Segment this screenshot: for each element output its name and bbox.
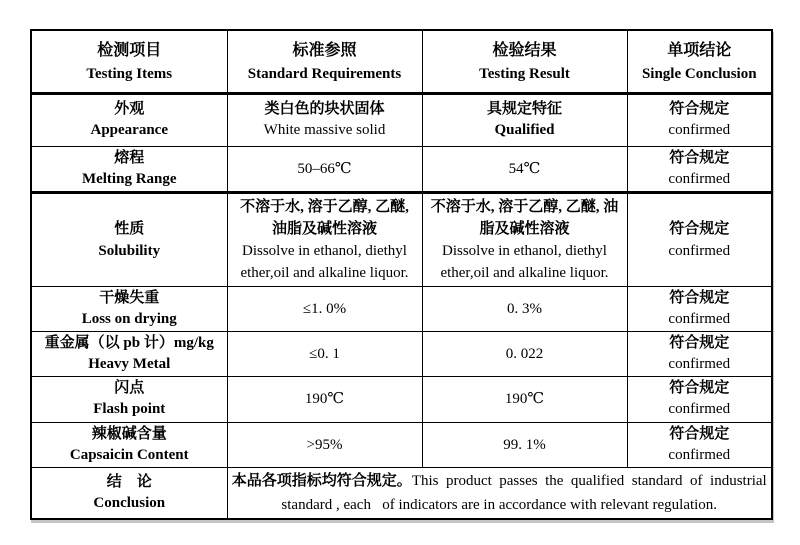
item-en: Conclusion bbox=[93, 494, 166, 511]
row-flash-point bbox=[31, 376, 772, 422]
standard-cell bbox=[227, 93, 422, 146]
result-cell bbox=[422, 422, 627, 467]
item-en: Solubility bbox=[98, 242, 161, 259]
item-cell bbox=[31, 467, 227, 519]
header-conclusion-zh: 单项结论 bbox=[667, 41, 732, 59]
result-value: 54℃ bbox=[508, 160, 541, 177]
row-conclusion bbox=[31, 467, 772, 519]
item-cell bbox=[31, 192, 227, 286]
item-en: Flash point bbox=[93, 401, 166, 417]
conclusion-en: confirmed bbox=[668, 310, 731, 327]
result-value: 190℃ bbox=[504, 391, 545, 407]
standard-cell bbox=[227, 422, 422, 467]
item-en: Appearance bbox=[90, 122, 168, 138]
conclusion-en: confirmed bbox=[668, 355, 731, 372]
item-en: Melting Range bbox=[81, 170, 177, 187]
conclusion-zh: 符合规定 bbox=[669, 220, 730, 237]
standard-value: 50–66℃ bbox=[297, 160, 352, 177]
standard-zh: 类白色的块状固体 bbox=[264, 101, 385, 117]
standard-value: 190℃ bbox=[304, 391, 345, 407]
result-cell bbox=[422, 286, 627, 331]
header-standard-zh: 标准参照 bbox=[292, 41, 357, 59]
item-zh: 外观 bbox=[114, 101, 145, 117]
item-cell bbox=[31, 93, 227, 146]
item-cell bbox=[31, 286, 227, 331]
conclusion-en: confirmed bbox=[668, 242, 731, 259]
item-cell bbox=[31, 146, 227, 192]
result-cell bbox=[422, 192, 627, 286]
conclusion-statement-zh: 本品各项指标均符合规定。 bbox=[231, 472, 412, 489]
standard-zh: 不溶于水, 溶于乙醇, 乙醚, 油脂及碱性溶液 bbox=[240, 198, 409, 237]
conclusion-en: confirmed bbox=[668, 170, 731, 187]
standard-cell bbox=[227, 146, 422, 192]
conclusion-cell bbox=[627, 192, 772, 286]
item-cell bbox=[31, 331, 227, 376]
conclusion-en: confirmed bbox=[668, 446, 731, 463]
standard-cell bbox=[227, 331, 422, 376]
standard-value: ≤0. 1 bbox=[309, 345, 340, 362]
item-zh: 熔程 bbox=[114, 149, 145, 166]
item-en: Loss on drying bbox=[81, 310, 177, 327]
row-loss-on-drying bbox=[31, 286, 772, 331]
item-zh: 重金属（以 pb 计）mg/kg bbox=[44, 334, 214, 351]
result-en: Dissolve in ethanol, diethyl ether,oil and alkaline liquor. bbox=[440, 242, 609, 281]
conclusion-en: confirmed bbox=[668, 401, 731, 417]
standard-cell bbox=[227, 376, 422, 422]
item-zh: 性质 bbox=[114, 220, 145, 237]
item-zh: 辣椒碱含量 bbox=[91, 425, 167, 442]
conclusion-cell bbox=[627, 286, 772, 331]
conclusion-cell bbox=[627, 376, 772, 422]
header-testing-items-en: Testing Items bbox=[86, 65, 173, 82]
header-cell-single-conclusion bbox=[627, 30, 772, 93]
conclusion-cell bbox=[627, 146, 772, 192]
item-zh: 结 论 bbox=[106, 473, 152, 490]
result-value: 99. 1% bbox=[503, 436, 546, 453]
item-en: Capsaicin Content bbox=[69, 446, 189, 463]
conclusion-zh: 符合规定 bbox=[669, 380, 730, 396]
result-value: 0. 022 bbox=[505, 345, 544, 362]
row-capsaicin-content bbox=[31, 422, 772, 467]
item-cell bbox=[31, 376, 227, 422]
item-zh: 干燥失重 bbox=[99, 289, 160, 306]
conclusion-statement-cell bbox=[227, 467, 772, 519]
header-testing-items-zh: 检测项目 bbox=[97, 41, 162, 59]
result-en: Qualified bbox=[494, 122, 555, 138]
result-cell bbox=[422, 331, 627, 376]
conclusion-cell bbox=[627, 93, 772, 146]
result-cell bbox=[422, 93, 627, 146]
standard-value: >95% bbox=[306, 436, 343, 453]
conclusion-zh: 符合规定 bbox=[669, 101, 730, 117]
header-cell-testing-items bbox=[31, 30, 227, 93]
result-cell bbox=[422, 376, 627, 422]
standard-en: White massive solid bbox=[263, 122, 386, 138]
standard-cell bbox=[227, 286, 422, 331]
result-cell bbox=[422, 146, 627, 192]
conclusion-statement-en: This product passes the qualified standard of industrial standard , each of indicators are in accordance with relevant regulation. bbox=[281, 472, 771, 513]
header-cell-testing-result bbox=[422, 30, 627, 93]
inspection-report-table bbox=[30, 29, 773, 520]
conclusion-zh: 符合规定 bbox=[669, 149, 730, 166]
conclusion-zh: 符合规定 bbox=[669, 289, 730, 306]
standard-en: Dissolve in ethanol, diethyl ether,oil and alkaline liquor. bbox=[240, 242, 409, 281]
conclusion-zh: 符合规定 bbox=[669, 425, 730, 442]
conclusion-statement bbox=[231, 469, 771, 517]
conclusion-en: confirmed bbox=[668, 122, 731, 138]
header-standard-en: Standard Requirements bbox=[247, 65, 402, 82]
standard-cell bbox=[227, 192, 422, 286]
standard-value: ≤1. 0% bbox=[302, 300, 347, 317]
header-result-en: Testing Result bbox=[479, 65, 570, 82]
conclusion-cell bbox=[627, 331, 772, 376]
result-value: 0. 3% bbox=[507, 300, 542, 317]
header-cell-standard-requirements bbox=[227, 30, 422, 93]
conclusion-zh: 符合规定 bbox=[669, 334, 730, 351]
item-en: Heavy Metal bbox=[88, 355, 171, 372]
result-zh: 具规定特征 bbox=[486, 101, 562, 117]
header-conclusion-en: Single Conclusion bbox=[641, 65, 757, 82]
table-header-row bbox=[31, 30, 772, 93]
row-melting-range bbox=[31, 146, 772, 192]
row-solubility bbox=[31, 192, 772, 286]
row-appearance bbox=[31, 93, 772, 146]
conclusion-cell bbox=[627, 422, 772, 467]
result-zh: 不溶于水, 溶于乙醇, 乙醚, 油脂及碱性溶液 bbox=[430, 198, 619, 237]
header-result-zh: 检验结果 bbox=[492, 41, 557, 59]
item-zh: 闪点 bbox=[114, 380, 145, 396]
row-heavy-metal bbox=[31, 331, 772, 376]
item-cell bbox=[31, 422, 227, 467]
